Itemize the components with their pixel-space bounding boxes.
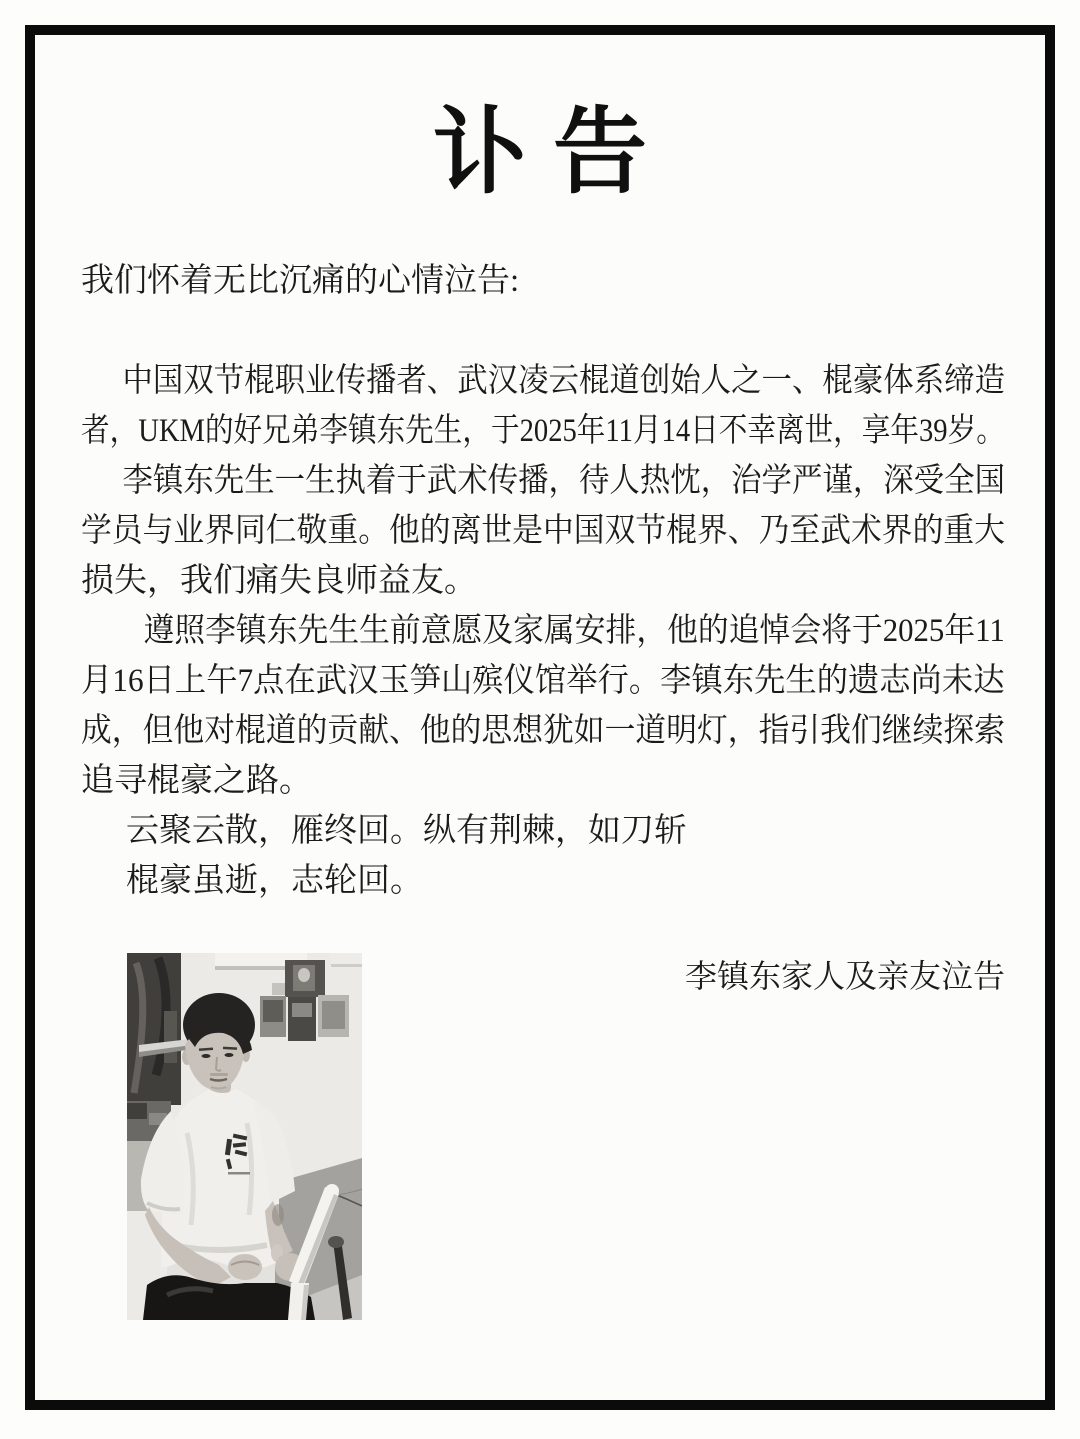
paragraph2-line2: 学员与业界同仁敬重。他的离世是中国双节棍界、乃至武术界的重大 [81, 513, 1005, 549]
verse-line1: 云聚云散，雁终回。纵有荆棘，如刀斩 [126, 813, 687, 849]
signature-line: 李镇东家人及亲友泣告 [684, 958, 1005, 994]
border-frame [25, 25, 1055, 1410]
bottom-row [81, 953, 1005, 1320]
opening-line: 我们怀着无比沉痛的心情泣告: [81, 263, 520, 299]
verse-line2: 棍豪虽逝，志轮回。 [126, 863, 423, 899]
paragraph2-line1: 李镇东先生一生执着于武术传播，待人热忱，治学严谨，深受全国 [122, 463, 1005, 499]
paragraph3-line3: 成，但他对棍道的贡献、他的思想犹如一道明灯，指引我们继续探索 [81, 713, 1005, 749]
paragraph2-line3: 损失，我们痛失良师益友。 [81, 563, 477, 599]
paragraph1-line1: 中国双节棍职业传播者、武汉凌云棍道创始人之一、棍豪体系缔造 [122, 363, 1005, 399]
paragraph3-line4: 追寻棍豪之路。 [81, 763, 312, 799]
blank-line [81, 306, 1005, 356]
page-title: 讣告 [432, 101, 673, 205]
paragraph3-line1: 遵照李镇东先生生前意愿及家属安排，他的追悼会将于2025年11 [143, 613, 1005, 649]
paragraph3-line2: 月16日上午7点在武汉玉笋山殡仪馆举行。李镇东先生的遗志尚未达 [81, 663, 1005, 699]
body-text [81, 256, 1005, 1320]
paragraph1-line2: 者，UKM的好兄弟李镇东先生，于2025年11月14日不幸离世，享年39岁。 [81, 413, 1005, 449]
memorial-photo [127, 953, 362, 1320]
